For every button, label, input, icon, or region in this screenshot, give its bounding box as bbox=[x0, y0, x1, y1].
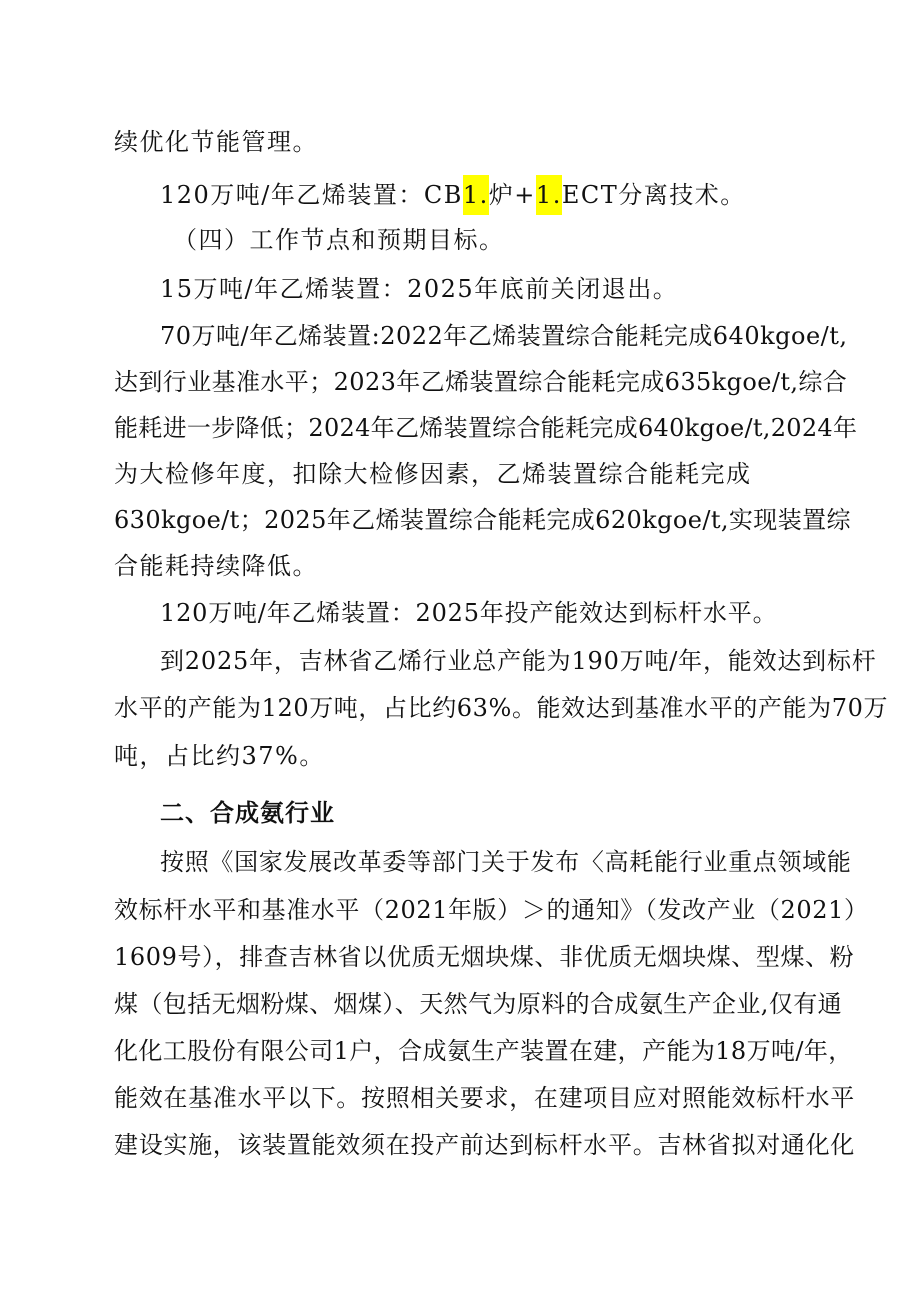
paragraph-line-18: 煤（包括无烟粉煤、烟煤）、天然气为原料的合成氨生产企业,仅有通 bbox=[114, 990, 843, 1018]
paragraph-line-12: 到2025年，吉林省乙烯行业总产能为190万吨/年，能效达到标杆 bbox=[160, 647, 877, 675]
text-segment: 120万吨/年乙烯装置：CB bbox=[160, 181, 463, 209]
paragraph-line-17: 1609号），排查吉林省以优质无烟块煤、非优质无烟块煤、型煤、粉 bbox=[114, 943, 855, 971]
paragraph-line-4: 15万吨/年乙烯装置：2025年底前关闭退出。 bbox=[160, 275, 679, 303]
paragraph-line-9: 630kgoe/t；2025年乙烯装置综合能耗完成620kgoe/t,实现装置综 bbox=[114, 506, 851, 534]
paragraph-line-13: 水平的产能为120万吨，占比约63%。能效达到基准水平的产能为70万 bbox=[114, 694, 889, 722]
paragraph-line-15: 按照《国家发展改革委等部门关于发布〈高耗能行业重点领域能 bbox=[160, 848, 852, 876]
paragraph-line-6: 达到行业基准水平；2023年乙烯装置综合能耗完成635kgoe/t,综合 bbox=[114, 368, 848, 396]
highlighted-text: 1. bbox=[536, 175, 562, 215]
paragraph-line-2 bbox=[160, 175, 746, 215]
section-heading: 二、合成氨行业 bbox=[160, 799, 335, 827]
paragraph-line-1: 续优化节能管理。 bbox=[114, 128, 318, 156]
paragraph-line-20: 能效在基准水平以下。按照相关要求，在建项目应对照能效标杆水平 bbox=[114, 1084, 855, 1112]
paragraph-line-3: （四）工作节点和预期目标。 bbox=[173, 226, 505, 254]
paragraph-line-19: 化化工股份有限公司1户，合成氨生产装置在建，产能为18万吨/年， bbox=[114, 1037, 853, 1065]
paragraph-line-7: 能耗进一步降低；2024年乙烯装置综合能耗完成640kgoe/t,2024年 bbox=[114, 414, 858, 442]
paragraph-line-10: 合能耗持续降低。 bbox=[114, 552, 318, 580]
paragraph-line-8: 为大检修年度，扣除大检修因素，乙烯装置综合能耗完成 bbox=[114, 460, 752, 488]
paragraph-line-11: 120万吨/年乙烯装置：2025年投产能效达到标杆水平。 bbox=[160, 599, 778, 627]
highlighted-text: 1. bbox=[463, 175, 489, 215]
paragraph-line-5: 70万吨/年乙烯装置:2022年乙烯装置综合能耗完成640kgoe/t, bbox=[160, 322, 848, 350]
paragraph-line-14: 吨，占比约37%。 bbox=[114, 742, 325, 770]
text-segment: 炉+ bbox=[488, 181, 536, 209]
paragraph-line-16: 效标杆水平和基准水平（2021年版）＞的通知》（发改产业（2021） bbox=[114, 896, 869, 924]
text-segment: ECT分离技术。 bbox=[561, 181, 746, 209]
paragraph-line-21: 建设实施，该装置能效须在投产前达到标杆水平。吉林省拟对通化化 bbox=[114, 1131, 855, 1159]
